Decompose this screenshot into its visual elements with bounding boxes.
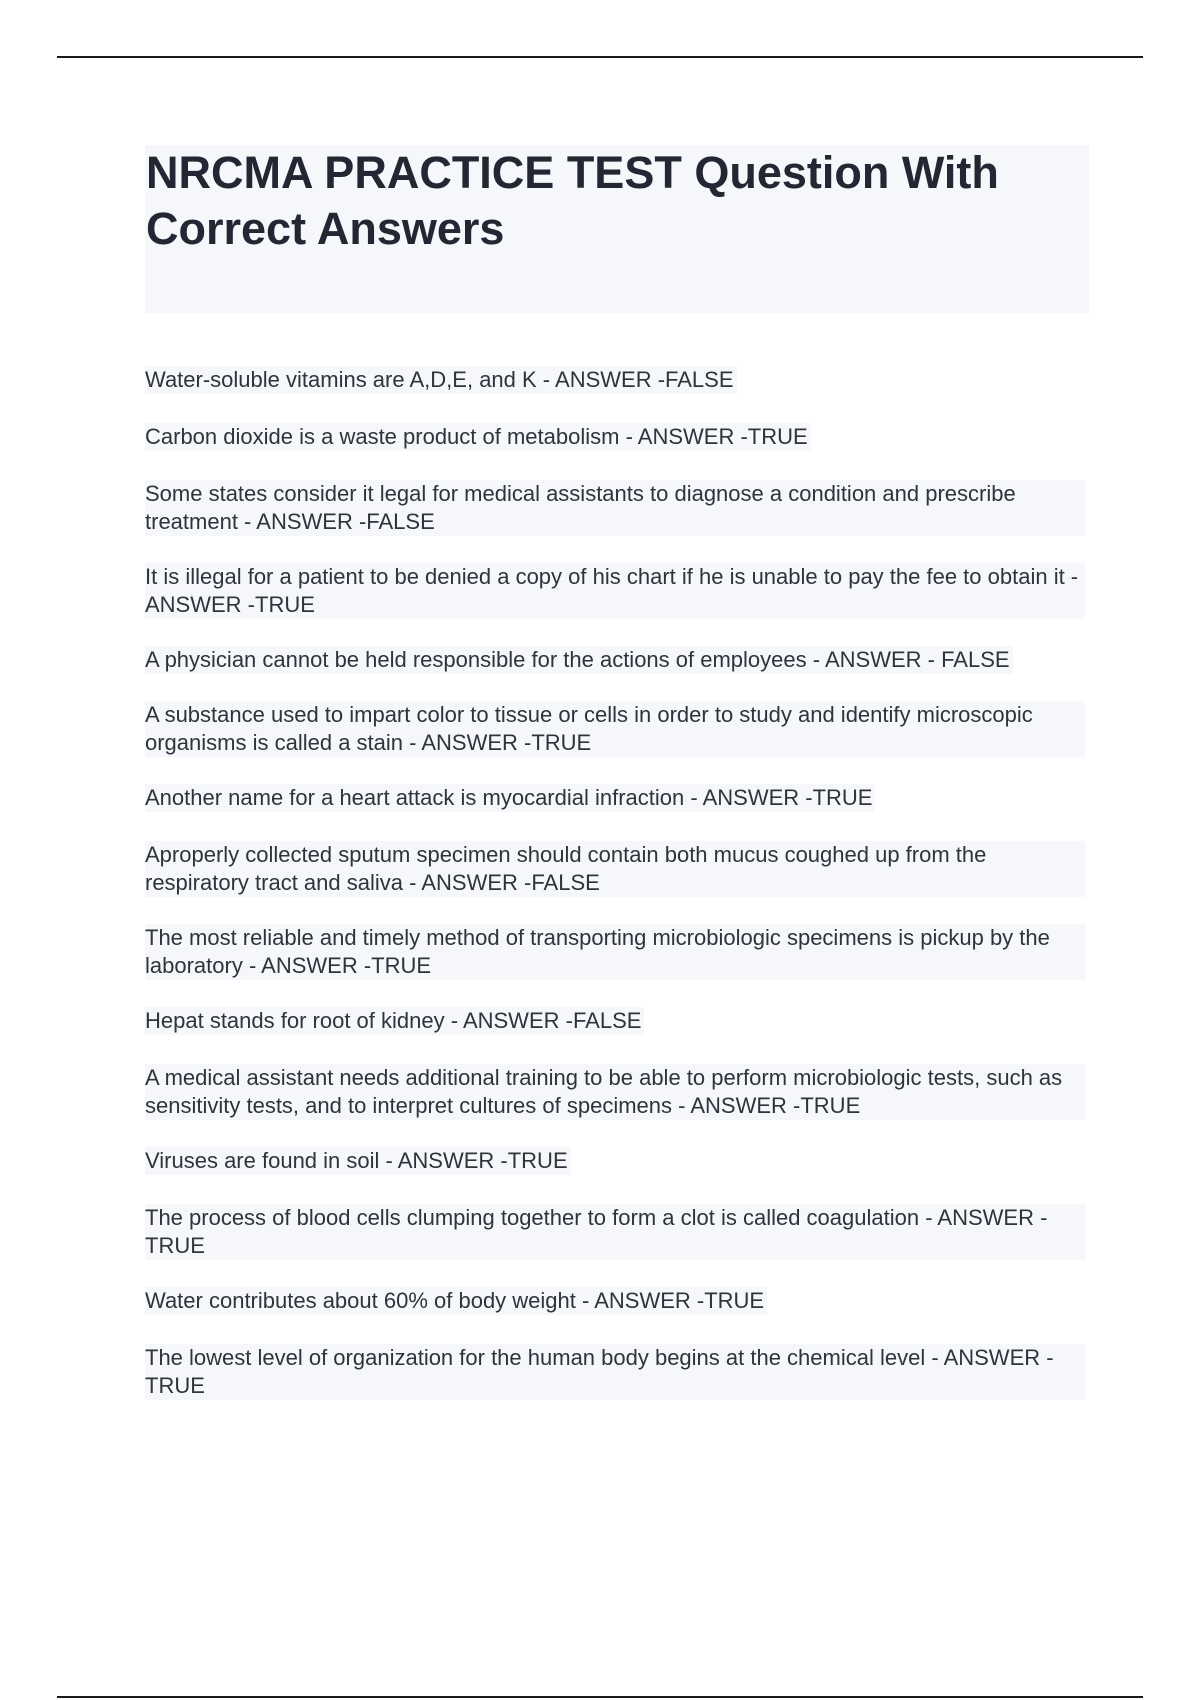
qa-item: Carbon dioxide is a waste product of metabolism - ANSWER -TRUE <box>145 423 811 451</box>
qa-item: Some states consider it legal for medical assistants to diagnose a condition and prescribe treatment - ANSWER -FALSE <box>145 480 1085 536</box>
bottom-rule <box>57 1696 1143 1698</box>
qa-item: It is illegal for a patient to be denied a copy of his chart if he is unable to pay the fee to obtain it - ANSWER -TRUE <box>145 563 1085 619</box>
qa-item: Water contributes about 60% of body weight - ANSWER -TRUE <box>145 1287 767 1315</box>
qa-item: Water-soluble vitamins are A,D,E, and K - ANSWER -FALSE <box>145 366 737 394</box>
title-block <box>145 145 1089 313</box>
qa-item: A medical assistant needs additional training to be able to perform microbiologic tests, such as sensitivity tests, and to interpret cultures of specimens - ANSWER -TRUE <box>145 1064 1085 1120</box>
document-title: NRCMA PRACTICE TEST Question With Correct Answers <box>146 147 999 254</box>
qa-list <box>145 366 1085 1427</box>
qa-item: Another name for a heart attack is myocardial infraction - ANSWER -TRUE <box>145 784 875 812</box>
top-rule <box>57 56 1143 58</box>
qa-item: Hepat stands for root of kidney - ANSWER -FALSE <box>145 1007 644 1035</box>
qa-item: The process of blood cells clumping together to form a clot is called coagulation - ANSWER -TRUE <box>145 1204 1085 1260</box>
qa-item: The most reliable and timely method of transporting microbiologic specimens is pickup by the laboratory - ANSWER -TRUE <box>145 924 1085 980</box>
qa-item: A physician cannot be held responsible for the actions of employees - ANSWER - FALSE <box>145 646 1013 674</box>
qa-item: The lowest level of organization for the human body begins at the chemical level - ANSWER -TRUE <box>145 1344 1085 1400</box>
qa-item: Viruses are found in soil - ANSWER -TRUE <box>145 1147 571 1175</box>
qa-item: A substance used to impart color to tissue or cells in order to study and identify microscopic organisms is called a stain - ANSWER -TRUE <box>145 701 1085 757</box>
qa-item: Aproperly collected sputum specimen should contain both mucus coughed up from the respiratory tract and saliva - ANSWER -FALSE <box>145 841 1085 897</box>
